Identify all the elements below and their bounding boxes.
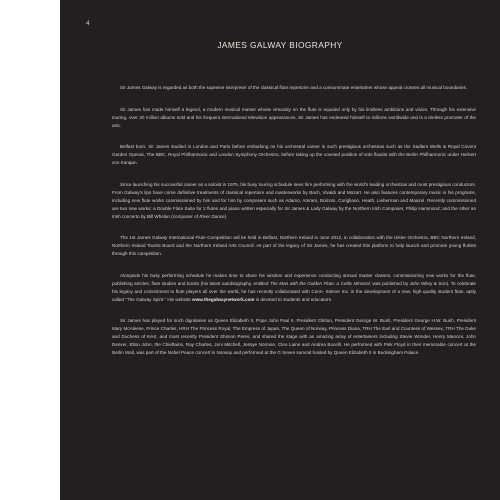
paragraph-6-mid: , was published by John Wiley & Son). To celebrate his legacy and commitment to flute players all over the world, he has recently collaborated with Conn- Selmer Inc. in the development of a new, high quality student flute, aptly called "The Galway Spirit." His website — [112, 280, 476, 302]
document-page — [60, 0, 500, 500]
autobiography-title: The Man with the Golden Flute, a Celtic Minstrel — [269, 280, 370, 286]
paragraph-4-text: Since launching his successful career as a soloist in 1975, his busy touring schedule sees him performing with the world's leading orchestras and most prestigious conductors. From Galway's lips have come definitive treatments of classical repertoire and masterworks by Bach, Vivaldi and Mozart. He also features contemporary music in his programs, including new flute works commissioned by him and for him by composers such as Adamo, Amram, Bolcom, Corigliano, Heath, Lieberman and Maazel. Recently commissioned are two new works: a Double Flute Suite for 2 flutes and piano written especially for Sir James & Lady Galway by the Northern Irish Composer, Philip Hammond; and the other an Irish concerto by Bill Whelan (composer of — [112, 181, 476, 219]
page-title: JAMES GALWAY BIOGRAPHY — [217, 40, 343, 50]
river-dance-italic: River Dance — [199, 213, 225, 219]
page-number: 4 — [86, 20, 90, 27]
website-link[interactable]: www.thegalwaynetwork.com — [192, 296, 255, 302]
paragraph-6-end: is devoted to students and educators. — [255, 296, 333, 302]
paragraph-2: Sir James has made himself a legend, a modern musical master whose virtuosity on the flute is equaled only by his limitless ambitions and vision. Through his extensive touring, over 30 million albums sold and his frequent international television appearances, Sir James has endeared himself to millions worldwide and is a tireless promoter of the arts. — [112, 106, 476, 128]
paragraph-6-text: Alongside his busy performing schedule he makes time to share his wisdom and experience conducting annual master classes, commissioning new works for the flute, publishing articles, flute studies and books (his latest autobiography, entitled — [112, 272, 476, 286]
biography-body — [112, 84, 476, 357]
paragraph-6 — [112, 272, 476, 304]
paragraph-3: Belfast born, Sir James studied in London and Paris before embarking on his orchestral career in such prestigious orchestras such as the Sadlers Wells & Royal Covent Garden Operas, The BBC, Royal Philharmonic and London Symphony Orchestra, before taking up the coveted position of solo flautist with the Berlin Philharmonic under Herbert von Karajan. — [112, 144, 476, 165]
paragraph-4 — [112, 181, 476, 221]
paragraph-5: The 1st James Galway International Flute Competition will be held in Belfast, Northern Ireland in June 2012, in collaboration with the Ulster Orchestra, BBC Northern Ireland, Northern Ireland Tourist Board and the Northern Ireland Arts Council. As part of the legacy of Sir James, he has created this platform to help launch and promote young flutists through this competition. — [112, 235, 476, 256]
paragraph-4-end: ). — [224, 213, 228, 219]
paragraph-7: Sir James has played for such dignitaries as Queen Elizabeth II, Pope John Paul II, President Clinton, President George W. Bush, President George H.W. Bush, President Mary McAleese, Prince Charles, HRH The Princess Royal, The Empress of Japan, The Queen of Norway, Princess Diana, TRH The Earl and Countess of Wessex, TRH The Duke and Duchess of Kent, and most recently President Shimon Peres, and shared the stage with an amazing array of entertainers including Stevie Wonder, Henry Mancini, John Denver, Elton John, the Chieftains, Ray Charles, Joni Mitchell, Jessye Norman, Cleo Laine and Andrea Bocelli. He performed with Pink Floyd in their memorable concert at the Berlin Wall, was part of the Nobel Peace concert in Norway and performed at the G Seven summit hosted by Queen Elizabeth II in Buckingham Palace. — [112, 318, 476, 355]
paragraph-1: Sir James Galway is regarded as both the supreme interpreter of the classical flute repertoire and a consummate entertainer whose appeal crosses all musical boundaries. — [120, 85, 468, 90]
